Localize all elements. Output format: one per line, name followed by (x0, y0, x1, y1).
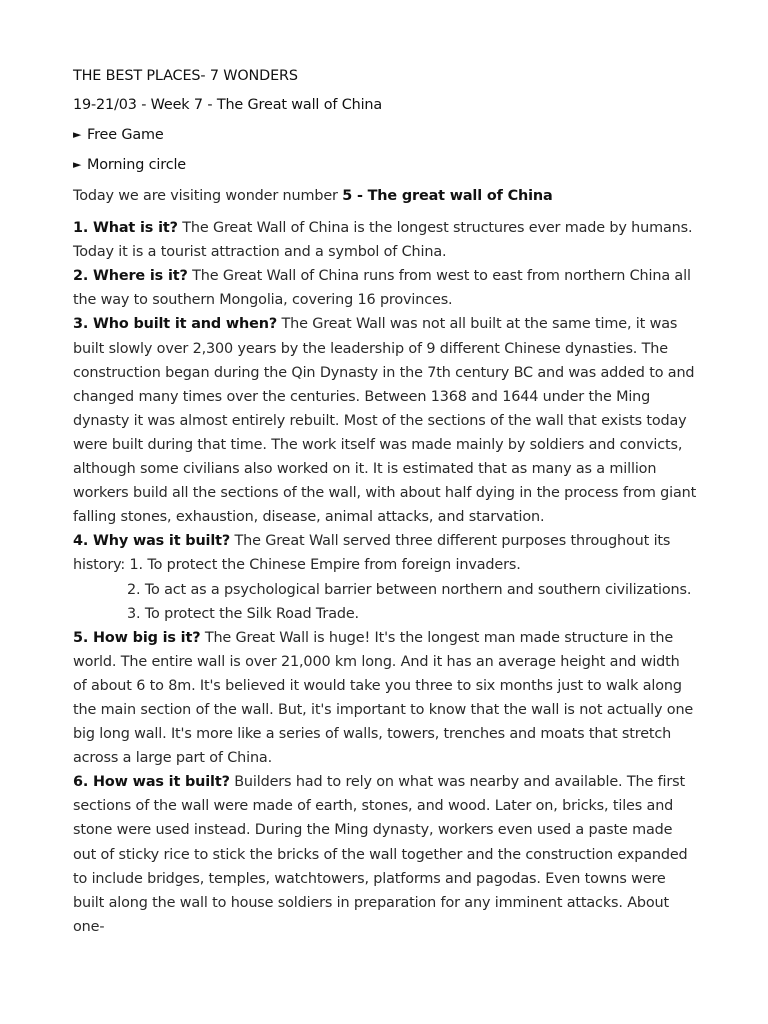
section-label: 5. How big is it? (73, 629, 201, 646)
section-text: The Great Wall is huge! It's the longest man made structure in the world. The entire wall is over 21,000 km long. And it has an average height and width of about 6 to 8m. It's believed it would take you three to six months just to walk along the main section of the wall. But, it's important to know that the wall is not actually one big long wall. It's more like a series of walls, towers, trenches and moats that stretch across a large part of China. (73, 629, 694, 767)
activity-bullet-icon: ► (73, 128, 82, 141)
section-text: Builders had to rely on what was nearby and available. The first sections of the wall were made of earth, stones, and wood. Later on, bricks, tiles and stone were used instead. During the Ming dynasty, workers even used a paste made out of sticky rice to stick the bricks of the wall together and the construction expanded to include bridges, temples, watchtowers, platforms and pagodas. Even towns were built along the wall to house soldiers in preparation for any imminent attacks. About one- (73, 774, 688, 935)
week-title: 19-21/03 - Week 7 - The Great wall of China (73, 97, 383, 113)
section-label: 3. Who built it and when? (73, 316, 278, 333)
section-label: 4. Why was it built? (73, 533, 231, 550)
purpose-three: 3. To protect the Silk Road Trade. (127, 605, 359, 622)
activity-free-game (73, 123, 697, 147)
purpose-two: 2. To act as a psychological barrier between northern and southern civilizations. (127, 581, 692, 598)
intro-prefix: Today we are visiting wonder number (73, 188, 343, 204)
section-where-is-it (73, 264, 697, 312)
section-label: 1. What is it? (73, 220, 178, 237)
activity-label: Morning circle (87, 157, 187, 173)
section-text: The Great Wall served three different purposes throughout its history: 1. To protect the Chinese Empire from foreign invaders. (73, 533, 671, 574)
section-what-is-it (73, 216, 697, 264)
section-text: The Great Wall of China is the longest structures ever made by humans. Today it is a tourist attraction and a symbol of China. (73, 220, 693, 261)
document-content (73, 64, 697, 939)
section-text: The Great Wall was not all built at the same time, it was built slowly over 2,300 years by the leadership of 9 different Chinese dynasties. The construction began during the Qin Dynasty in the 7th century BC and was added to and changed many times over the centuries. Between 1368 and 1644 under the Ming dynasty it was almost entirely rebuilt. Most of the sections of the wall that exists today were built during that time. The work itself was made mainly by soldiers and convicts, although some civilians also worked on it. It is estimated that as many as a million workers build all the sections of the wall, with about half dying in the process from giant falling stones, exhaustion, disease, animal attacks, and starvation. (73, 316, 697, 526)
activity-morning-circle (73, 153, 697, 177)
section-label: 6. How was it built? (73, 774, 230, 791)
activity-bullet-icon: ► (73, 158, 82, 171)
section-label: 2. Where is it? (73, 268, 188, 285)
activity-label: Free Game (87, 127, 164, 143)
section-how-big (73, 626, 697, 771)
section-why-built (73, 529, 697, 577)
section-text: The Great Wall of China runs from west to east from northern China all the way to southern Mongolia, covering 16 provinces. (73, 268, 691, 309)
intro-highlight: 5 - The great wall of China (342, 188, 553, 204)
document-title: THE BEST PLACES- 7 WONDERS (73, 68, 298, 84)
section-how-built (73, 770, 697, 939)
section-who-built-it (73, 312, 697, 529)
intro-paragraph (73, 184, 697, 208)
